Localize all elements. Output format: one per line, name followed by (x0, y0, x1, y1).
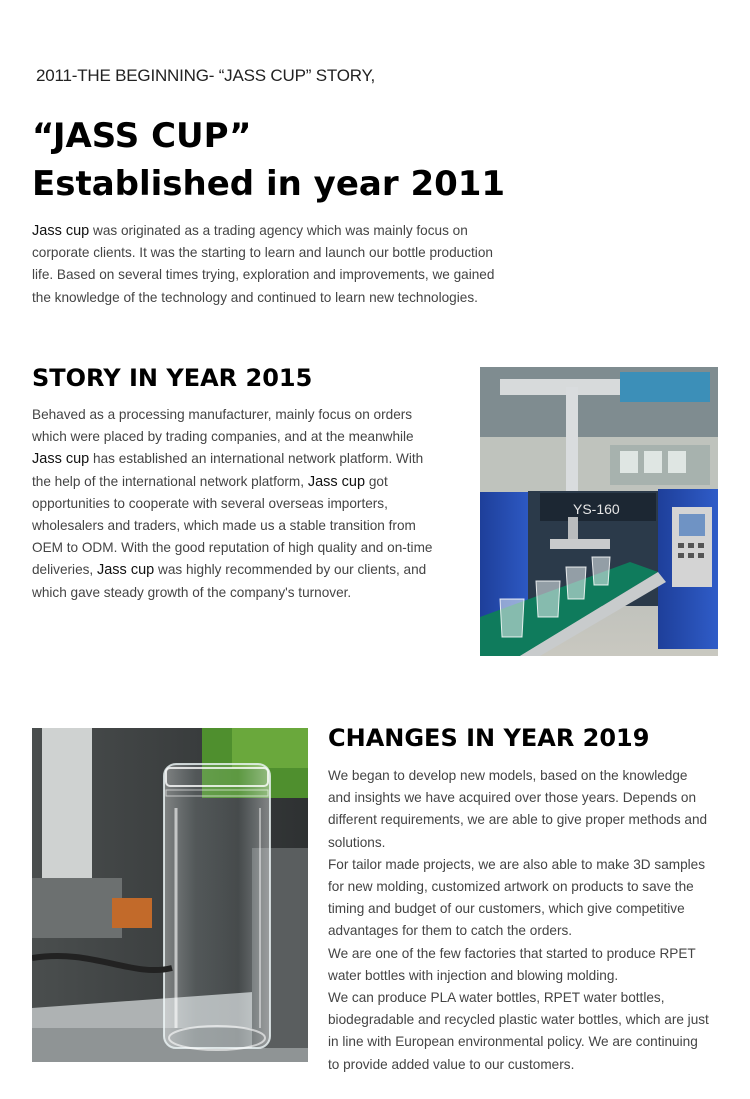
brand-name: Jass cup (32, 451, 90, 468)
story-2015-text-4: was highly recommended by our clients, and which gave steady growth of the company's turnover. (32, 562, 427, 600)
brand-name: Jass cup (96, 562, 155, 579)
page-title-line-2: Established in year 2011 (32, 164, 506, 204)
bottle-production-photo (32, 728, 308, 1062)
changes-2019-paragraphs (328, 765, 710, 1076)
heading-2019: CHANGES IN YEAR 2019 (328, 724, 650, 752)
story-2015-text-1: Behaved as a processing manufacturer, mainly focus on orders which were placed by trading companies, and at the meanwhile (32, 407, 414, 445)
page-title (32, 112, 505, 208)
page-title-line-1: “JASS CUP” (32, 116, 252, 156)
changes-2019-paragraph: For tailor made projects, we are also able to make 3D samples for new molding, customized artwork on products to save the timing and budget of our customers, which give competitive advantages for them to catch the orders. (328, 856, 706, 939)
brand-name: Jass cup (307, 473, 366, 490)
brand-name: Jass cup (32, 223, 90, 239)
story-2015-text-2: has established an international network platform. With the help of the international network platform, (32, 451, 424, 489)
machine-label: YS-160 (573, 501, 620, 517)
heading-2015: STORY IN YEAR 2015 (32, 364, 313, 392)
changes-2019-paragraph: We can produce PLA water bottles, RPET water bottles, biodegradable and recycled plastic water bottles, which are just in line with European environmental policy. We are continuing to provide added value to our customers. (328, 990, 709, 1072)
changes-2019-paragraph: We are one of the few factories that started to produce RPET water bottles with injection and blowing molding. (328, 945, 696, 983)
section-kicker: 2011-THE BEGINNING- “JASS CUP” STORY, (36, 66, 375, 85)
changes-2019-paragraph: We began to develop new models, based on the knowledge and insights we have acquired over those years. Depends on different requirements, we are able to give proper methods and solutions. (328, 768, 708, 850)
story-2015-paragraph (32, 404, 444, 604)
factory-machine-photo (480, 367, 718, 656)
intro-text: was originated as a trading agency which was mainly focus on corporate clients. It was the starting to learn and launch our bottle production life. Based on several times trying, exploration and improvements, we gained the knowledge of the technology and continued to learn new technologies. (32, 223, 495, 305)
story-2015-text-3: got opportunities to cooperate with several overseas importers, wholesalers and traders, which made us a stable transition from OEM to ODM. With the good reputation of high quality and on-time deliveries, (32, 473, 433, 578)
intro-paragraph (32, 220, 504, 309)
